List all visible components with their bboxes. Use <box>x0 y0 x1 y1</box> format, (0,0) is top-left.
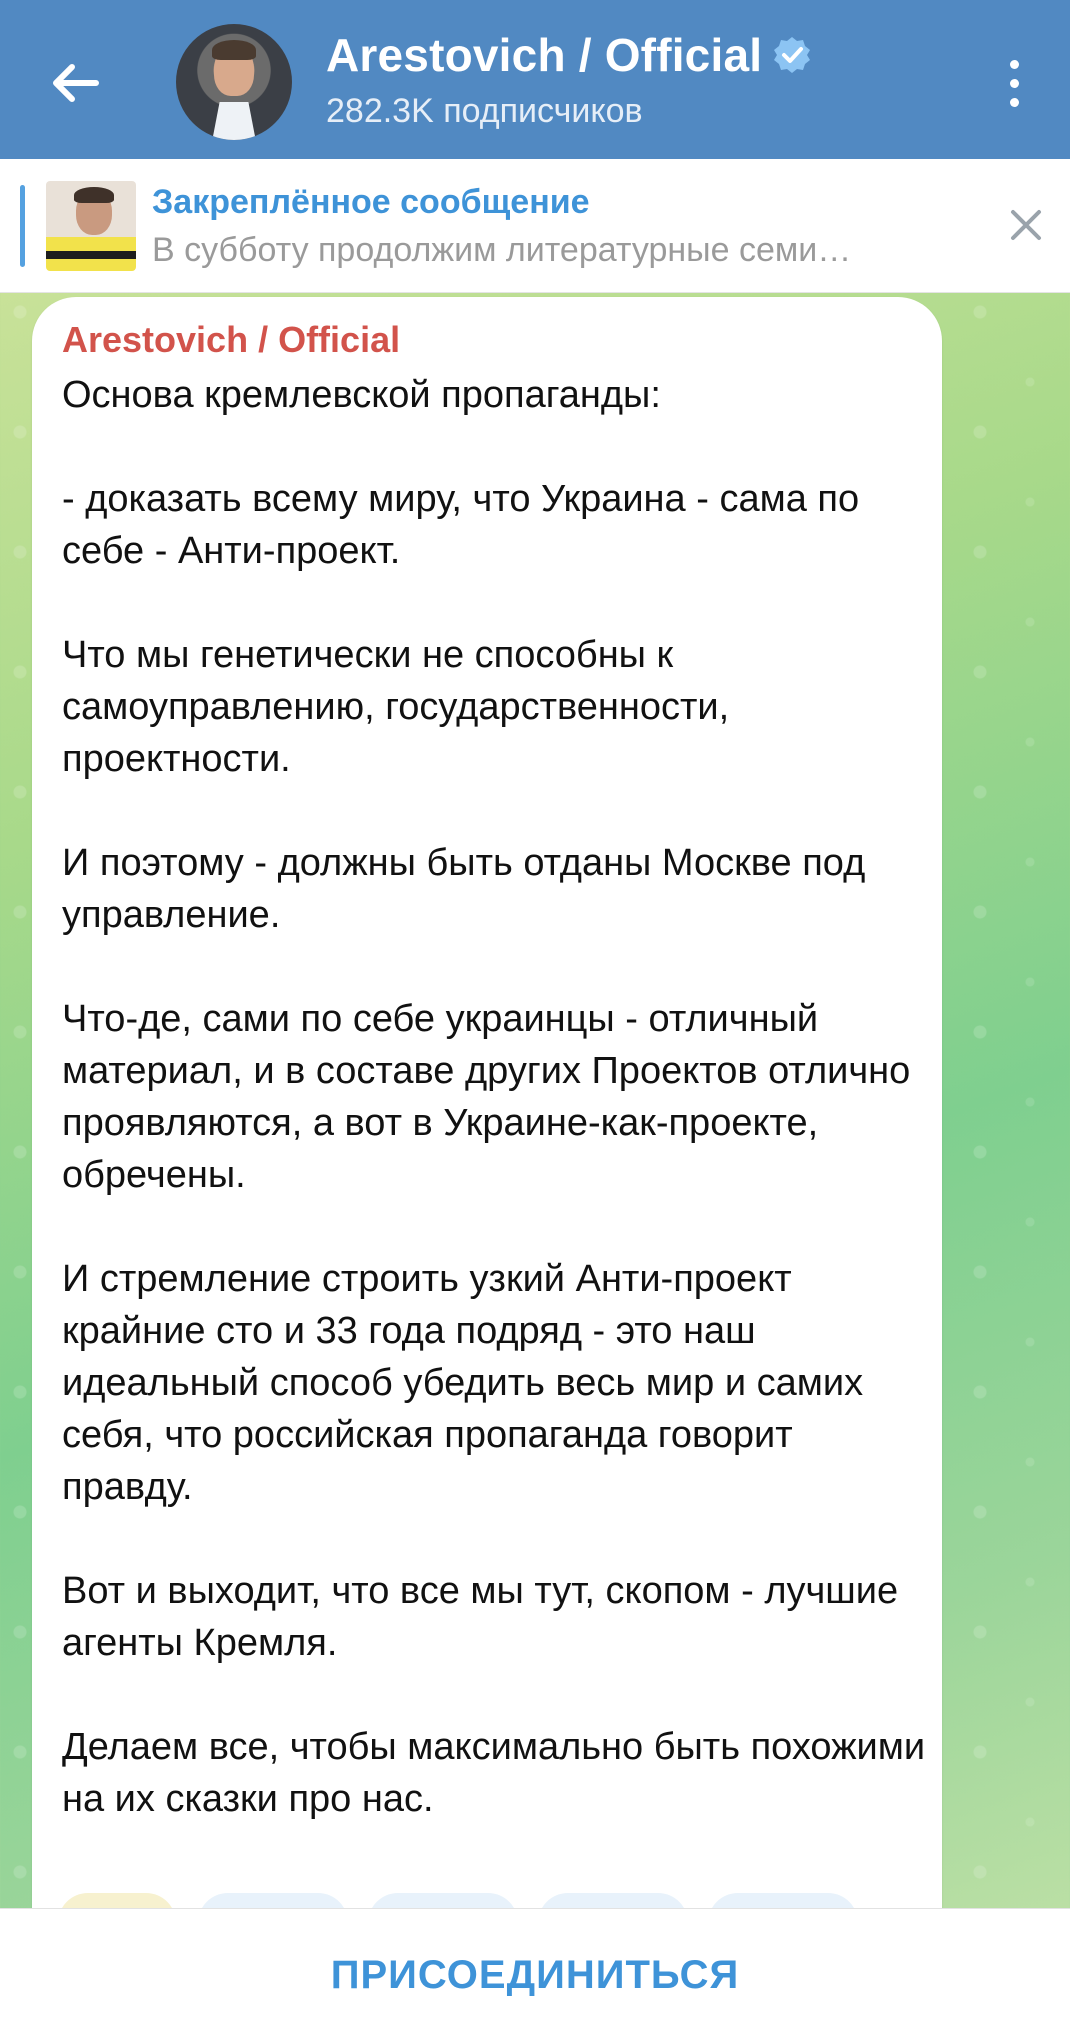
pinned-message-bar[interactable] <box>0 159 1070 293</box>
back-button[interactable] <box>44 52 106 114</box>
pinned-indicator <box>20 185 25 267</box>
channel-avatar[interactable] <box>176 24 292 140</box>
message-bubble <box>32 297 942 1927</box>
subscriber-count: 282.3K подписчиков <box>326 92 643 130</box>
join-button[interactable]: ПРИСОЕДИНИТЬСЯ <box>330 1953 740 1997</box>
message-paragraph: Вот и выходит, что все мы тут, скопом - лучшие агенты Кремля. <box>62 1570 899 1664</box>
pinned-title: Закреплённое сообщение <box>152 183 590 221</box>
close-pinned-button[interactable] <box>1000 199 1052 251</box>
message-paragraph: Что-де, сами по себе украинцы - отличный материал, и в составе других Проектов отлично проявляются, а вот в Украине-как-проекте, обречены. <box>62 998 911 1196</box>
top-bar <box>0 0 1070 159</box>
close-icon <box>1009 208 1043 242</box>
message-text <box>62 369 932 1825</box>
message-paragraph: Основа кремлевской пропаганды: <box>62 374 661 416</box>
message-paragraph: Делаем все, чтобы максимально быть похожими на их сказки про нас. <box>62 1726 926 1820</box>
pinned-preview-text: В субботу продолжим литературные семи… <box>152 231 852 269</box>
message-paragraph: И стремление строить узкий Анти-проект крайние сто и 33 года подряд - это наш идеальный способ убедить весь мир и самих себя, что российская пропаганда говорит правду. <box>62 1258 864 1508</box>
more-menu-button[interactable] <box>998 52 1030 114</box>
pinned-thumbnail <box>46 181 136 271</box>
verified-badge-icon <box>772 35 812 75</box>
message-paragraph: И поэтому - должны быть отданы Москве под управление. <box>62 842 866 936</box>
arrow-left-icon <box>50 61 100 105</box>
channel-title[interactable] <box>326 28 812 82</box>
message-paragraph: - доказать всему миру, что Украина - сама по себе - Анти-проект. <box>62 478 860 572</box>
bottom-bar <box>0 1908 1070 2042</box>
message-author[interactable]: Arestovich / Official <box>62 319 401 360</box>
more-vertical-icon <box>1010 60 1019 69</box>
channel-name: Arestovich / Official <box>326 29 763 81</box>
message-paragraph: Что мы генетически не способны к самоуправлению, государственности, проектности. <box>62 634 730 780</box>
